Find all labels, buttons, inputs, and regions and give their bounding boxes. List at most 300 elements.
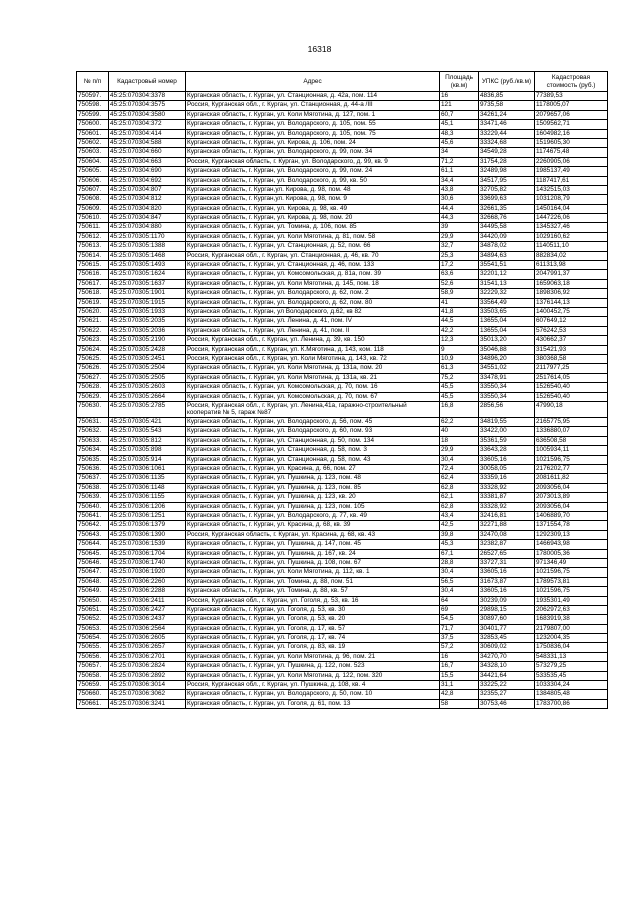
area-cell: 41 [440,298,479,307]
cadastral-number-cell: 45:25:070304:663 [109,157,186,166]
cadastral-value-cell: 1376144,13 [535,298,608,307]
address-cell: Курганская область, г. Курган, ул. Коли Мяготина, д. 112, кв. 1 [186,568,440,577]
cadastral-number-cell: 45:25:070305:2036 [109,326,186,335]
row-number-cell: 750637. [77,474,109,483]
table-row [77,521,608,530]
address-cell: Курганская область, г. Курган,ул. Кирова, д. 98, пом. 48 [186,185,440,194]
address-cell: Курганская область, г. Курган, ул. Пушкина, д. 108, пом. 67 [186,558,440,567]
cadastral-number-cell: 45:25:070306:1155 [109,493,186,502]
cadastral-value-cell: 1526540,40 [535,392,608,401]
table-row [77,465,608,474]
upks-cell: 9735,58 [479,101,535,110]
address-cell: Россия, Курганская обл., г. Курган, ул. Пушкина, д. 108, кв. 4 [186,681,440,690]
cadastral-value-cell: 1021596,75 [535,568,608,577]
upks-cell: 34517,95 [479,176,535,185]
table-row [77,354,608,363]
cadastral-number-cell: 45:25:070306:2411 [109,596,186,605]
cadastral-value-cell: 1985137,49 [535,167,608,176]
cadastral-number-cell: 45:25:070305:1933 [109,307,186,316]
table-row [77,157,608,166]
cadastral-value-cell: 2165775,95 [535,418,608,427]
row-number-cell: 750599. [77,110,109,119]
address-cell: Курганская область, г. Курган, ул. Гоголя, д. 17, кв. 57 [186,624,440,633]
upks-cell: 34495,58 [479,223,535,232]
address-cell: Курганская область, г. Курган, ул. Володарского, д. 62, пом. 80 [186,298,440,307]
table-row [77,615,608,624]
table-row [77,577,608,586]
cadastral-value-cell: 2047991,37 [535,270,608,279]
area-cell: 10,9 [440,354,479,363]
address-cell: Курганская область, г. Курган, ул. Володарского, д. 105, пом. 55 [186,120,440,129]
area-cell: 58 [440,699,479,708]
table-row [77,549,608,558]
cadastral-number-cell: 45:25:070305:2428 [109,345,186,354]
cadastral-value-cell: 1178005,07 [535,101,608,110]
upks-cell: 32382,87 [479,540,535,549]
cadastral-number-cell: 45:25:070305:2190 [109,336,186,345]
cadastral-value-cell: 1384805,48 [535,690,608,699]
cadastral-value-cell: 1005934,11 [535,446,608,455]
cadastral-number-cell: 45:25:070305:2451 [109,354,186,363]
address-cell: Курганская область, г. Курган, ул. Красина, д. 68, кв. 39 [186,521,440,530]
cadastral-number-cell: 45:25:070306:1539 [109,540,186,549]
address-cell: Курганская область, г. Курган, ул. Гоголя, д. 17, кв. 74 [186,634,440,643]
row-number-cell: 750597. [77,92,109,101]
address-cell: Курганская область, г. Курган, ул. Коли Мяготина, д. 145, пом. 18 [186,279,440,288]
upks-cell: 35046,88 [479,345,535,354]
row-number-cell: 750612. [77,232,109,241]
table-row [77,345,608,354]
upks-cell: 33471,46 [479,120,535,129]
upks-cell: 2856,56 [479,401,535,417]
upks-cell: 34894,63 [479,251,535,260]
cadastral-number-cell: 45:25:070306:1920 [109,568,186,577]
row-number-cell: 750630. [77,401,109,417]
cadastral-value-cell: 576242,53 [535,326,608,335]
row-number-cell: 750658. [77,671,109,680]
table-row [77,652,608,661]
area-cell: 45,5 [440,392,479,401]
cadastral-number-cell: 45:25:070306:2701 [109,652,186,661]
upks-cell: 33381,87 [479,493,535,502]
upks-cell: 35361,59 [479,436,535,445]
area-cell: 62,1 [440,493,479,502]
upks-cell: 33324,68 [479,138,535,147]
area-cell: 43,4 [440,511,479,520]
cadastral-value-cell: 1174675,48 [535,148,608,157]
table-row [77,587,608,596]
upks-cell: 33328,92 [479,483,535,492]
upks-cell: 35541,51 [479,261,535,270]
cadastral-table [76,71,608,709]
area-cell: 60,7 [440,110,479,119]
upks-cell: 30401,77 [479,624,535,633]
cadastral-value-cell: 548331,13 [535,652,608,661]
table-row [77,455,608,464]
cadastral-number-cell: 45:25:070305:2035 [109,317,186,326]
address-cell: Курганская область, г. Курган, ул. Коли Мяготина, д. 96, пом. 21 [186,652,440,661]
area-cell: 75,2 [440,373,479,382]
address-cell: Курганская область, г. Курган, ул. Володарского, д. 60, пом. 93 [186,427,440,436]
row-number-cell: 750645. [77,549,109,558]
upks-cell: 31541,13 [479,279,535,288]
upks-cell: 32661,35 [479,204,535,213]
cadastral-value-cell: 882834,02 [535,251,608,260]
area-cell: 15,5 [440,671,479,680]
cadastral-number-cell: 45:25:070306:1135 [109,474,186,483]
address-cell: Россия, Курганская обл., г. Курган, ул. Станционная, д. 44-а /III [186,101,440,110]
address-cell: Курганская область, г. Курган, ул. Гоголя, д. 83, кв. 19 [186,643,440,652]
table-row [77,138,608,147]
address-cell: Курганская область, г. Курган, ул. Красина, д. 66, пом. 27 [186,465,440,474]
area-cell: 58,9 [440,289,479,298]
row-number-cell: 750650. [77,596,109,605]
area-cell: 45,6 [440,138,479,147]
address-cell: Курганская область, г. Курган, ул. Коли Мяготина, д. 127, пом. 1 [186,110,440,119]
cadastral-number-cell: 45:25:070305:1170 [109,232,186,241]
cadastral-value-cell: 1336880,07 [535,427,608,436]
cadastral-number-cell: 45:25:070306:2605 [109,634,186,643]
cadastral-number-cell: 45:25:070306:2657 [109,643,186,652]
table-row [77,392,608,401]
area-cell: 43,8 [440,185,479,194]
table-row [77,251,608,260]
area-cell: 52,6 [440,279,479,288]
upks-cell: 33699,63 [479,195,535,204]
upks-cell: 32416,81 [479,511,535,520]
cadastral-number-cell: 45:25:070305:1901 [109,289,186,298]
cadastral-number-cell: 45:25:070306:3241 [109,699,186,708]
table-row [77,383,608,392]
address-cell: Россия, Курганская область, г. Курган, ул. Красина, д. 68, кв. 43 [186,530,440,539]
cadastral-number-cell: 45:25:070305:2504 [109,364,186,373]
area-cell: 16 [440,652,479,661]
row-number-cell: 750649. [77,587,109,596]
table-row [77,279,608,288]
upks-cell: 34328,10 [479,662,535,671]
address-cell: Курганская область, г. Курган, ул. Гоголя, д. 53, кв. 20 [186,615,440,624]
cadastral-number-cell: 45:25:070304:414 [109,129,186,138]
area-cell: 29,9 [440,232,479,241]
column-header-address: Адрес [186,72,440,92]
address-cell: Курганская область, г. Курган, ул. Пушкина, д. 167, кв. 24 [186,549,440,558]
cadastral-number-cell: 45:25:070305:2505 [109,373,186,382]
row-number-cell: 750614. [77,251,109,260]
row-number-cell: 750617. [77,279,109,288]
table-row [77,427,608,436]
address-cell: Курганская область, г. Курган, ул. Станционная, д. 52, пом. 66 [186,242,440,251]
cadastral-number-cell: 45:25:070306:1390 [109,530,186,539]
address-cell: Россия, Курганская обл., г. Курган, ул. Ленина, д. 39, кв. 150 [186,336,440,345]
upks-cell: 33605,16 [479,587,535,596]
address-cell: Курганская область, г. Курган, ул. Володарского, д. 99, пом. 24 [186,167,440,176]
address-cell: Курганская область, г. Курган, ул. Володарского, д. 50, пом. 10 [186,690,440,699]
address-cell: Курганская область, г. Курган, ул. Комсомольская, д. 81а, пом. 39 [186,270,440,279]
cadastral-number-cell: 45:25:070305:1468 [109,251,186,260]
table-row [77,176,608,185]
upks-cell: 32705,82 [479,185,535,194]
row-number-cell: 750651. [77,605,109,614]
area-cell: 17,2 [440,261,479,270]
table-row [77,204,608,213]
row-number-cell: 750607. [77,185,109,194]
row-number-cell: 750619. [77,298,109,307]
row-number-cell: 750633. [77,436,109,445]
address-cell: Курганская область, г. Курган,ул. Кирова, д. 98, пом. 9 [186,195,440,204]
table-row [77,261,608,270]
area-cell: 16,7 [440,662,479,671]
cadastral-number-cell: 45:25:070304:3580 [109,110,186,119]
area-cell: 62,8 [440,483,479,492]
area-cell: 30,4 [440,587,479,596]
cadastral-number-cell: 45:25:070306:2564 [109,624,186,633]
upks-cell: 33229,44 [479,129,535,138]
cadastral-number-cell: 45:25:070304:692 [109,176,186,185]
row-number-cell: 750603. [77,148,109,157]
column-header-upks: УПКС (руб./кв.м) [479,72,535,92]
area-cell: 71,2 [440,157,479,166]
upks-cell: 33478,91 [479,373,535,382]
upks-cell: 34421,64 [479,671,535,680]
row-number-cell: 750640. [77,502,109,511]
address-cell: Курганская область, г. Курган, ул. Коли Мяготина, д. 122, пом. 320 [186,671,440,680]
address-cell: Курганская область, г. Курган, ул. Комсомольская, д. 70, пом. 16 [186,383,440,392]
table-row [77,92,608,101]
table-row [77,307,608,316]
upks-cell: 4836,85 [479,92,535,101]
row-number-cell: 750628. [77,383,109,392]
address-cell: Россия, Курганская область, г. Курган, ул. Володарского, д. 99, кв. 9 [186,157,440,166]
cadastral-value-cell: 2176202,77 [535,465,608,474]
upks-cell: 34261,24 [479,110,535,119]
row-number-cell: 750631. [77,418,109,427]
cadastral-number-cell: 45:25:070305:421 [109,418,186,427]
table-row [77,558,608,567]
cadastral-number-cell: 45:25:070304:690 [109,167,186,176]
table-row [77,446,608,455]
upks-cell: 35013,20 [479,336,535,345]
cadastral-value-cell: 1789573,81 [535,577,608,586]
cadastral-number-cell: 45:25:070304:820 [109,204,186,213]
address-cell: Курганская область, г. Курган, ул. Володарского, д. 56, пом. 45 [186,418,440,427]
cadastral-value-cell: 1232004,35 [535,634,608,643]
area-cell: 18 [440,436,479,445]
area-cell: 44,5 [440,317,479,326]
row-number-cell: 750635. [77,455,109,464]
cadastral-value-cell: 573279,25 [535,662,608,671]
address-cell: Курганская область, г. Курган, ул. Пушкина, д. 123, пом. 105 [186,502,440,511]
column-header-number: № п/п [77,72,109,92]
row-number-cell: 750602. [77,138,109,147]
row-number-cell: 750626. [77,364,109,373]
table-row [77,270,608,279]
upks-cell: 32668,76 [479,214,535,223]
address-cell: Курганская область, г. Курган, ул Володарского, д.62, кв 82 [186,307,440,316]
upks-cell: 32355,27 [479,690,535,699]
row-number-cell: 750610. [77,214,109,223]
cadastral-number-cell: 45:25:070304:812 [109,195,186,204]
cadastral-number-cell: 45:25:070305:1493 [109,261,186,270]
cadastral-number-cell: 45:25:070305:2603 [109,383,186,392]
area-cell: 62,4 [440,474,479,483]
table-row [77,568,608,577]
table-row [77,662,608,671]
area-cell: 41,8 [440,307,479,316]
row-number-cell: 750657. [77,662,109,671]
address-cell: Курганская область, г. Курган, ул. Кирова, д. 106, пом. 24 [186,138,440,147]
cadastral-value-cell: 1780005,36 [535,549,608,558]
area-cell: 29,9 [440,446,479,455]
cadastral-value-cell: 971346,49 [535,558,608,567]
area-cell: 63,6 [440,270,479,279]
row-number-cell: 750627. [77,373,109,382]
table-row [77,298,608,307]
row-number-cell: 750615. [77,261,109,270]
upks-cell: 32470,08 [479,530,535,539]
row-number-cell: 750652. [77,615,109,624]
area-cell: 69 [440,605,479,614]
area-cell: 40 [440,427,479,436]
cadastral-number-cell: 45:25:070306:1704 [109,549,186,558]
area-cell: 37,5 [440,634,479,643]
upks-cell: 26527,65 [479,549,535,558]
table-row [77,110,608,119]
address-cell: Курганская область, г. Курган, ул. Ленина, д. 41, пом. II [186,326,440,335]
column-header-area: Площадь (кв.м) [440,72,479,92]
table-row [77,511,608,520]
upks-cell: 34819,55 [479,418,535,427]
row-number-cell: 750611. [77,223,109,232]
cadastral-value-cell: 1029160,62 [535,232,608,241]
area-cell: 56,5 [440,577,479,586]
row-number-cell: 750639. [77,493,109,502]
upks-cell: 34896,20 [479,354,535,363]
upks-cell: 32853,45 [479,634,535,643]
address-cell: Курганская область, г. Курган, ул. Кирова, д. 98, пом. 20 [186,214,440,223]
address-cell: Курганская область, г. Курган, ул. Томина, д. 88, пом. 51 [186,577,440,586]
cadastral-value-cell: 636508,58 [535,436,608,445]
table-row [77,317,608,326]
row-number-cell: 750659. [77,681,109,690]
table-row [77,185,608,194]
cadastral-value-cell: 1292309,13 [535,530,608,539]
cadastral-value-cell: 47990,18 [535,401,608,417]
cadastral-number-cell: 45:25:070306:3014 [109,681,186,690]
row-number-cell: 750621. [77,317,109,326]
table-row [77,336,608,345]
table-row [77,326,608,335]
upks-cell: 30609,02 [479,643,535,652]
table-row [77,101,608,110]
address-cell: Россия, Курганская обл., г. Курган, ул. Коли Мяготина, д. 143, кв. 72 [186,354,440,363]
area-cell: 30,4 [440,568,479,577]
area-cell: 61,1 [440,167,479,176]
table-row [77,129,608,138]
upks-cell: 33605,16 [479,568,535,577]
upks-cell: 33328,92 [479,502,535,511]
table-row [77,699,608,708]
table-row [77,195,608,204]
cadastral-value-cell: 1659063,18 [535,279,608,288]
cadastral-number-cell: 45:25:070305:1915 [109,298,186,307]
cadastral-number-cell: 45:25:070306:1061 [109,465,186,474]
address-cell: Курганская область, г. Курган, ул. Кирова, д. 98, кв. 49 [186,204,440,213]
address-cell: Курганская область, г. Курган, ул. Пушкина, д. 122, пом. 523 [186,662,440,671]
table-row [77,671,608,680]
table-row [77,223,608,232]
cadastral-number-cell: 45:25:070306:2288 [109,587,186,596]
upks-cell: 29898,15 [479,605,535,614]
row-number-cell: 750643. [77,530,109,539]
cadastral-value-cell: 1021596,75 [535,587,608,596]
cadastral-value-cell: 1021596,75 [535,455,608,464]
upks-cell: 33225,22 [479,681,535,690]
area-cell: 67,1 [440,549,479,558]
area-cell: 71,7 [440,624,479,633]
upks-cell: 33550,34 [479,383,535,392]
address-cell: Курганская область, г. Курган, ул. Станционная, д. 58, пом. 43 [186,455,440,464]
upks-cell: 13655,04 [479,326,535,335]
area-cell: 61,3 [440,364,479,373]
cadastral-value-cell: 380368,58 [535,354,608,363]
table-row [77,364,608,373]
row-number-cell: 750636. [77,465,109,474]
address-cell: Курганская область, г. Курган, ул. Гоголя, д. 61, пом. 13 [186,699,440,708]
upks-cell: 33564,49 [479,298,535,307]
area-cell: 42,2 [440,326,479,335]
area-cell: 48,3 [440,129,479,138]
cadastral-number-cell: 45:25:070306:2437 [109,615,186,624]
cadastral-value-cell: 315421,93 [535,345,608,354]
table-row [77,681,608,690]
row-number-cell: 750601. [77,129,109,138]
table-row [77,624,608,633]
table-row [77,474,608,483]
table-row [77,634,608,643]
upks-cell: 34878,02 [479,242,535,251]
address-cell: Курганская область, г. Курган, ул. Коли Мяготина, д. 81, пом. 58 [186,232,440,241]
upks-cell: 30239,09 [479,596,535,605]
row-number-cell: 750644. [77,540,109,549]
address-cell: Курганская область, г. Курган, ул. Станционная, д. 58, пом. 3 [186,446,440,455]
upks-cell: 33605,16 [479,455,535,464]
row-number-cell: 750616. [77,270,109,279]
cadastral-number-cell: 45:25:070304:3575 [109,101,186,110]
row-number-cell: 750648. [77,577,109,586]
area-cell: 57,2 [440,643,479,652]
row-number-cell: 750634. [77,446,109,455]
upks-cell: 33359,16 [479,474,535,483]
area-cell: 28,8 [440,558,479,567]
upks-cell: 32201,12 [479,270,535,279]
area-cell: 12,3 [440,336,479,345]
row-number-cell: 750604. [77,157,109,166]
row-number-cell: 750613. [77,242,109,251]
address-cell: Курганская область, г. Курган, ул. Володарского, д. 62, пом. 2 [186,289,440,298]
cadastral-value-cell: 1406889,70 [535,511,608,520]
area-cell: 30,4 [440,455,479,464]
cadastral-number-cell: 45:25:070306:1740 [109,558,186,567]
address-cell: Курганская область, г. Курган, ул. Гоголя, д. 53, кв. 30 [186,605,440,614]
address-cell: Курганская область, г. Курган, ул. Станционная, д. 46, пом. 133 [186,261,440,270]
cadastral-value-cell: 2117977,25 [535,364,608,373]
cadastral-number-cell: 45:25:070305:543 [109,427,186,436]
cadastral-number-cell: 45:25:070306:1148 [109,483,186,492]
address-cell: Курганская область, г. Курган, ул. Томина, д. 88, кв. 57 [186,587,440,596]
cadastral-value-cell: 1519605,30 [535,138,608,147]
table-row [77,120,608,129]
area-cell: 16,8 [440,401,479,417]
